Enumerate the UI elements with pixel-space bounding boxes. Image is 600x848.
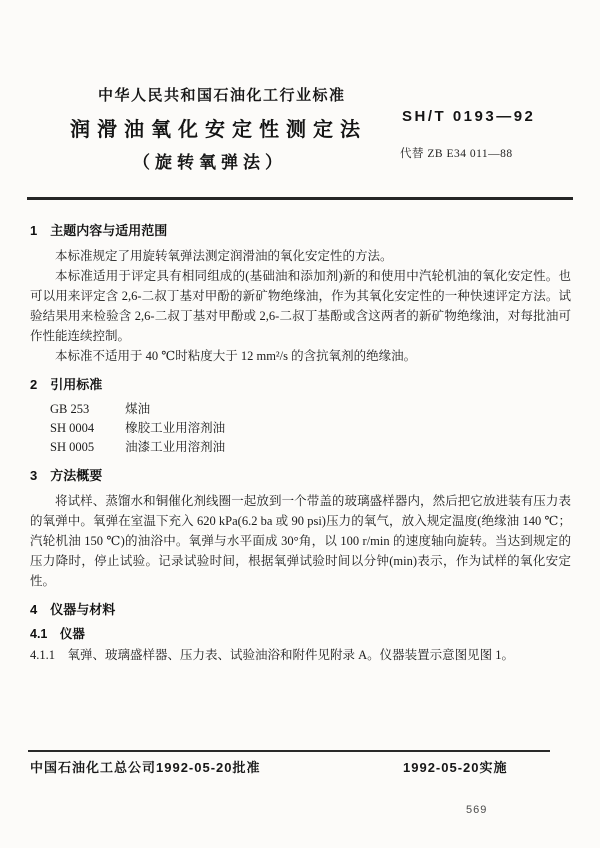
standard-org-line: 中华人民共和国石油化工行业标准 [98,87,346,104]
document-body [30,212,571,665]
reference-code: SH 0005 [50,440,95,454]
reference-name: 煤油 [125,402,151,416]
header-divider [27,197,573,200]
section-4-1-heading: 4.1 仪器 [30,627,85,641]
section-2-heading: 2 引用标准 [30,377,103,392]
reference-item [50,438,571,457]
section-1-paragraph-2: 本标准适用于评定具有相同组成的(基础油和添加剂)新的和使用中汽轮机油的氧化安定性。也可以用来评定含 2,6-二叔丁基对甲酚的新矿物绝缘油，作为其氧化安定性的一种快速评定方法。试验结果用来检验含 2,6-二叔丁基对甲酚或 2,6-二叔丁基酚或含这两者的新矿物绝缘油，对每批油可作性能连续控制。 [30,269,571,343]
section-1-heading: 1 主题内容与适用范围 [30,223,168,238]
section-3-paragraph-1: 将试样、蒸馏水和铜催化剂线圈一起放到一个带盖的玻璃盛样器内，然后把它放进装有压力表的氧弹中。氧弹在室温下充入 620 kPa(6.2 ba 或 90 psi)压力的氧气，放入规定温度(绝缘油 140 ℃；汽轮机油 150 ℃)的油浴中。氧弹与水平面成 30°角，以 100 r/min 的速度轴向旋转。当达到规定的压力降时，停止试验。记录试验时间，根据氧弹试验时间以分钟(min)表示，作为试样的氧化安定性。 [30,494,571,588]
reference-item [50,419,571,438]
section-1-paragraph-3: 本标准不适用于 40 ℃时粘度大于 12 mm²/s 的含抗氧剂的绝缘油。 [55,349,417,363]
page-number: 569 [466,804,488,816]
reference-name: 油漆工业用溶剂油 [125,440,226,454]
section-3-heading: 3 方法概要 [30,468,103,483]
approval-note: 中国石油化工总公司1992-05-20批准 [30,760,261,775]
title-block [70,116,367,176]
reference-code: SH 0004 [50,421,95,435]
reference-list [50,400,571,457]
section-1-paragraph-1: 本标准规定了用旋转氧弹法测定润滑油的氧化安定性的方法。 [55,249,393,263]
document-subtitle: （旋转氧弹法） [133,153,287,172]
clause-4-1-1: 4.1.1 氧弹、玻璃盛样器、压力表、试验油浴和附件见附录 A。仪器装置示意图见图 1。 [30,648,515,662]
reference-code: GB 253 [50,402,90,416]
document-title: 润滑油氧化安定性测定法 [70,119,367,141]
reference-item [50,400,571,419]
supersedes-note: 代替 ZB E34 011—88 [400,148,513,160]
footer-divider [28,750,550,752]
implementation-note: 1992-05-20实施 [403,760,508,775]
standard-code: SH/T 0193—92 [402,108,536,125]
section-4-heading: 4 仪器与材料 [30,602,116,617]
reference-name: 橡胶工业用溶剂油 [125,421,226,435]
